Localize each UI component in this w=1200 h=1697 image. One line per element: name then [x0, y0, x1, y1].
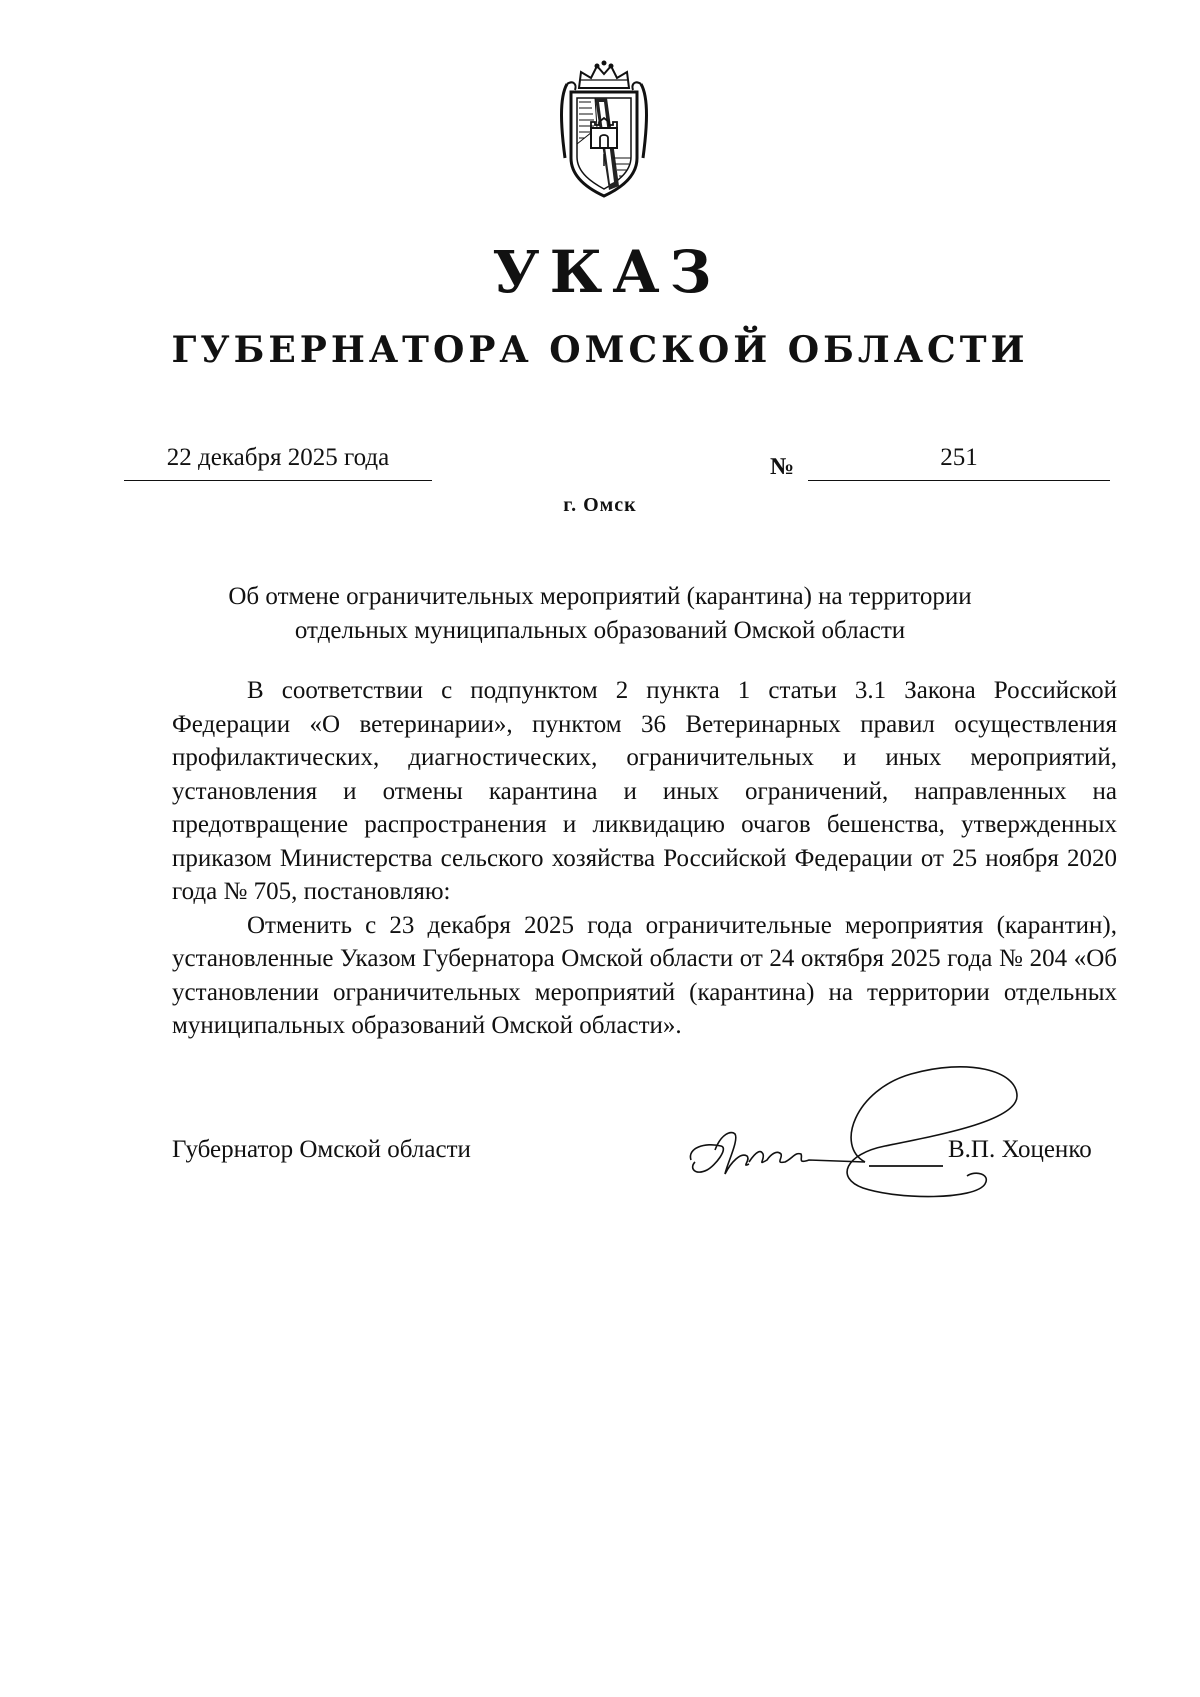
- document-number: 251: [808, 440, 1110, 481]
- signatory-position: Губернатор Омской области: [172, 1136, 471, 1163]
- document-date: 22 декабря 2025 года: [124, 440, 432, 481]
- document-title: [160, 580, 1040, 648]
- document-title-line: Об отмене ограничительных мероприятий (карантина) на территории: [228, 583, 972, 610]
- document-body: [172, 674, 1117, 1043]
- document-title-line: отдельных муниципальных образований Омской области: [294, 617, 906, 644]
- body-paragraph: В соответствии с подпунктом 2 пункта 1 статьи 3.1 Закона Российской Федерации «О ветеринарии», пунктом 36 Ветеринарных правил осуществления профилактических, диагностических, ограничительных и иных мероприятий, установления и отмены карантина и иных ограничений, направленных на предотвращение распространения и ликвидацию очагов бешенства, утвержденных приказом Министерства сельского хозяйства Российской Федерации от 25 ноября 2020 года № 705, постановляю:: [172, 677, 1117, 905]
- city-label: г. Омск: [563, 494, 637, 516]
- handwritten-signature-icon: [685, 1050, 1065, 1210]
- signatory-name: В.П. Хоценко: [948, 1136, 1092, 1163]
- number-label: №: [770, 454, 795, 480]
- omsk-coat-of-arms-icon: [557, 58, 651, 198]
- document-type-heading: УКАЗ: [492, 238, 722, 306]
- body-paragraph: Отменить с 23 декабря 2025 года ограничительные мероприятия (карантин), установленные Указом Губернатора Омской области от 24 октября 2025 года № 204 «Об установлении ограничительных мероприятий (карантина) на территории отдельных муниципальных образований Омской области».: [172, 911, 1117, 1039]
- issuer-heading: ГУБЕРНАТОРА ОМСКОЙ ОБЛАСТИ: [171, 329, 1029, 371]
